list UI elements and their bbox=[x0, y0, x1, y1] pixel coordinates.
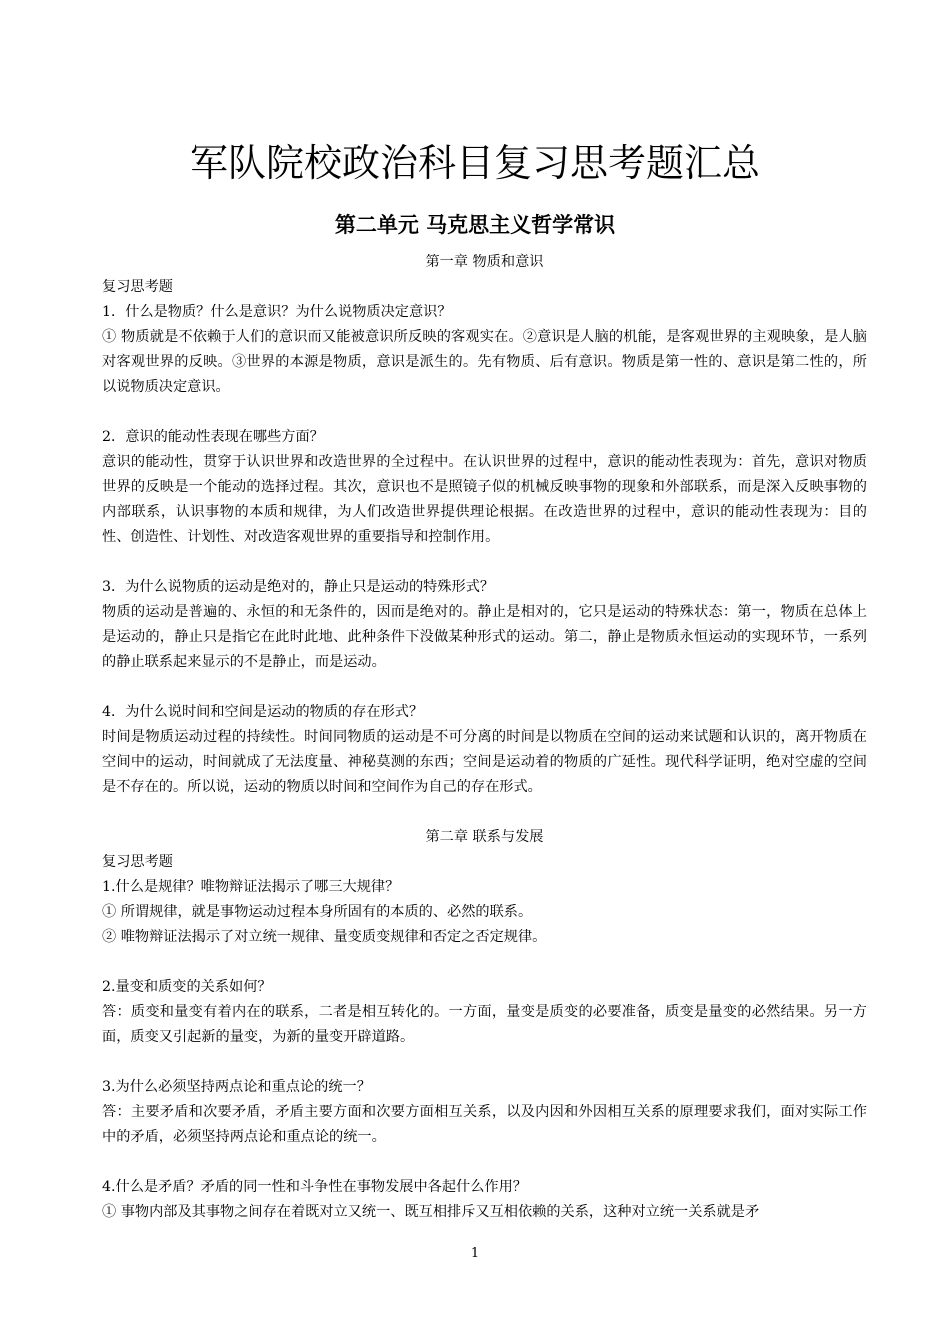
question-text: 2.量变和质变的关系如何？ bbox=[102, 979, 272, 995]
answer-text: 物质的运动是普遍的、永恒的和无条件的，因而是绝对的。静止是相对的，它只是运动的特殊状态：第一，物质在总体上是运动的，静止只是指它在此时此地、此种条件下没做某种形式的运动。第二，静止是物质永恒运动的实现环节，一系列的静止联系起来显示的不是静止，而是运动。 bbox=[102, 604, 867, 670]
chapter-1-heading: 第一章 物质和意识 bbox=[425, 254, 544, 270]
answer-text: ① 事物内部及其事物之间存在着既对立又统一、既互相排斥又互相依赖的关系，这种对立统一关系就是矛 bbox=[102, 1204, 760, 1220]
question-text: 2．意识的能动性表现在哪些方面？ bbox=[102, 429, 324, 445]
paragraph-spacer bbox=[102, 1150, 867, 1175]
question-text: 3.为什么必须坚持两点论和重点论的统一？ bbox=[102, 1079, 371, 1095]
document-title: 军队院校政治科目复习思考题汇总 bbox=[189, 141, 760, 185]
question-text: 4．为什么说时间和空间是运动的物质的存在形式？ bbox=[102, 704, 424, 720]
unit-heading: 第二单元 马克思主义哲学常识 bbox=[334, 213, 616, 237]
answer-text: ① 所谓规律，就是事物运动过程本身所固有的本质的、必然的联系。 bbox=[102, 904, 533, 920]
answer-text: 意识的能动性，贯穿于认识世界和改造世界的全过程中。在认识世界的过程中，意识的能动性表现为：首先，意识对物质世界的反映是一个能动的选择过程。其次，意识也不是照镜子似的机械反映事物的现象和外部联系，而是深入反映事物的内部联系，认识事物的本质和规律，为人们改造世界提供理论根据。在改造世界的过程中，意识的能动性表现为：目的性、创造性、计划性、对改造客观世界的重要指导和控制作用。 bbox=[102, 454, 867, 545]
answer-text: 答：主要矛盾和次要矛盾，矛盾主要方面和次要方面相互关系，以及内因和外因相互关系的原理要求我们，面对实际工作中的矛盾，必须坚持两点论和重点论的统一。 bbox=[102, 1104, 867, 1145]
answer-text: 答：质变和量变有着内在的联系，二者是相互转化的。一方面，量变是质变的必要准备，质变是量变的必然结果。另一方面，质变又引起新的量变，为新的量变开辟道路。 bbox=[102, 1004, 867, 1045]
paragraph-spacer bbox=[102, 400, 867, 425]
question-text: 4.什么是矛盾？矛盾的同一性和斗争性在事物发展中各起什么作用？ bbox=[102, 1179, 527, 1195]
question-text: 1.什么是规律？唯物辩证法揭示了哪三大规律？ bbox=[102, 879, 400, 895]
document-body bbox=[102, 250, 867, 1225]
paragraph-spacer bbox=[102, 1050, 867, 1075]
paragraph-spacer bbox=[102, 550, 867, 575]
chapter-2-heading: 第二章 联系与发展 bbox=[425, 829, 544, 845]
answer-text: ② 唯物辩证法揭示了对立统一规律、量变质变规律和否定之否定规律。 bbox=[102, 929, 547, 945]
paragraph-spacer bbox=[102, 950, 867, 975]
paragraph-spacer bbox=[102, 675, 867, 700]
question-text: 1．什么是物质？什么是意识？为什么说物质决定意识？ bbox=[102, 304, 452, 320]
chapter-1-label: 复习思考题 bbox=[102, 279, 173, 295]
answer-text: 时间是物质运动过程的持续性。时间同物质的运动是不可分离的时间是以物质在空间的运动来试题和认识的，离开物质在空间中的运动，时间就成了无法度量、神秘莫测的东西；空间是运动着的物质的广延性。现代科学证明，绝对空虚的空间是不存在的。所以说，运动的物质以时间和空间作为自己的存在形式。 bbox=[102, 729, 867, 795]
page-number: 1 bbox=[470, 1246, 480, 1261]
answer-text: ① 物质就是不依赖于人们的意识而又能被意识所反映的客观实在。②意识是人脑的机能，是客观世界的主观映象，是人脑对客观世界的反映。③世界的本源是物质，意识是派生的。先有物质、后有意识。物质是第一性的、意识是第二性的，所以说物质决定意识。 bbox=[102, 329, 867, 395]
paragraph-spacer bbox=[102, 800, 867, 825]
question-text: 3．为什么说物质的运动是绝对的，静止只是运动的特殊形式？ bbox=[102, 579, 495, 595]
chapter-2-label: 复习思考题 bbox=[102, 854, 173, 870]
